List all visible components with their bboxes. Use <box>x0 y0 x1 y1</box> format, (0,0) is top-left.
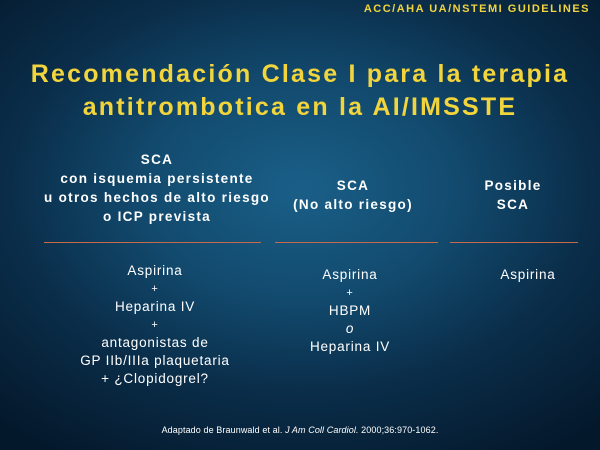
therapy-plus: + <box>346 287 354 299</box>
column-heading-possible <box>463 176 563 214</box>
heading-line: SCA <box>336 178 370 193</box>
therapy-line: HBPM <box>328 303 372 318</box>
column-divider-high-risk <box>44 242 261 243</box>
slide-title-line-1: Recomendación Clase I para la terapia <box>30 60 570 88</box>
slide-title-line-2: antitrombotica en la AI/IMSSTE <box>82 93 518 121</box>
therapy-line: Aspirina <box>322 267 378 282</box>
column-heading-not-high-risk <box>283 176 423 214</box>
citation-prefix: Adaptado de Braunwald et al. <box>161 425 283 435</box>
therapy-plus: + <box>151 319 159 331</box>
therapy-or: o <box>345 321 355 336</box>
column-divider-not-high-risk <box>275 242 438 243</box>
therapy-line: GP IIb/IIIa plaquetaria <box>80 353 230 368</box>
therapy-line: Aspirina <box>127 263 183 278</box>
therapy-line: Heparina IV <box>114 299 196 314</box>
heading-line: Posible <box>484 178 542 193</box>
column-therapy-high-risk <box>55 262 255 388</box>
citation-journal: J Am Coll Cardiol. <box>285 425 359 435</box>
heading-line: SCA <box>496 197 530 212</box>
therapy-line: antagonistas de <box>101 335 209 350</box>
therapy-line: Aspirina <box>500 267 556 282</box>
therapy-line: + ¿Clopidogrel? <box>101 371 209 386</box>
column-divider-possible <box>450 242 578 243</box>
heading-line: o ICP prevista <box>103 209 211 224</box>
heading-line: u otros hechos de alto riesgo <box>44 190 270 205</box>
slide-title <box>0 58 600 124</box>
heading-line: con isquemia persistente <box>60 171 254 186</box>
citation <box>0 425 600 435</box>
citation-suffix: 2000;36:970-1062. <box>361 425 439 435</box>
guidelines-header: ACC/AHA UA/NSTEMI GUIDELINES <box>363 3 590 15</box>
therapy-line: Heparina IV <box>309 339 391 354</box>
heading-line: SCA <box>140 152 174 167</box>
heading-line: (No alto riesgo) <box>293 197 413 212</box>
therapy-plus: + <box>151 283 159 295</box>
column-heading-high-risk <box>37 150 277 226</box>
column-therapy-possible <box>478 266 578 284</box>
column-therapy-not-high-risk <box>280 266 420 356</box>
